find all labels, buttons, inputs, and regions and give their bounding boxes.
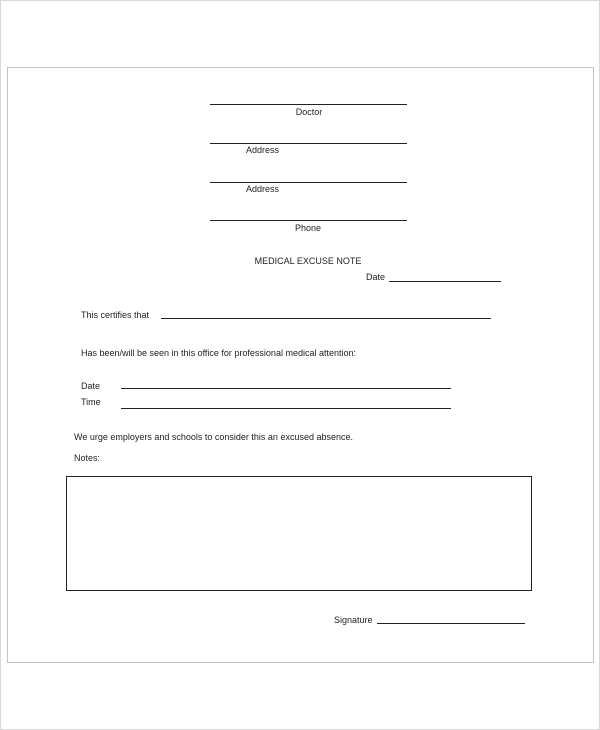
- visit-time-label: Time: [81, 397, 101, 407]
- phone-line[interactable]: [210, 220, 407, 221]
- certifies-label: This certifies that: [81, 310, 150, 320]
- phone-label: Phone: [294, 223, 322, 233]
- address-line-1[interactable]: [210, 143, 407, 144]
- visit-time-line[interactable]: [121, 408, 451, 409]
- document-title: MEDICAL EXCUSE NOTE: [254, 256, 362, 266]
- address-label-1: Address: [246, 145, 280, 155]
- doctor-label: Doctor: [295, 107, 323, 117]
- address-line-2[interactable]: [210, 182, 407, 183]
- visit-date-label: Date: [81, 381, 101, 391]
- signature-label: Signature: [334, 615, 373, 625]
- notes-box[interactable]: [66, 476, 532, 591]
- doctor-line[interactable]: [210, 104, 407, 105]
- visit-date-line[interactable]: [121, 388, 451, 389]
- date-line[interactable]: [389, 281, 501, 282]
- seen-statement: Has been/will be seen in this office for professional medical attention:: [81, 348, 356, 358]
- address-label-2: Address: [246, 184, 280, 194]
- excused-absence-statement: We urge employers and schools to consider this an excused absence.: [74, 432, 353, 442]
- notes-label: Notes:: [74, 453, 101, 463]
- signature-line[interactable]: [377, 623, 525, 624]
- patient-name-line[interactable]: [161, 318, 491, 319]
- date-label: Date: [366, 272, 386, 282]
